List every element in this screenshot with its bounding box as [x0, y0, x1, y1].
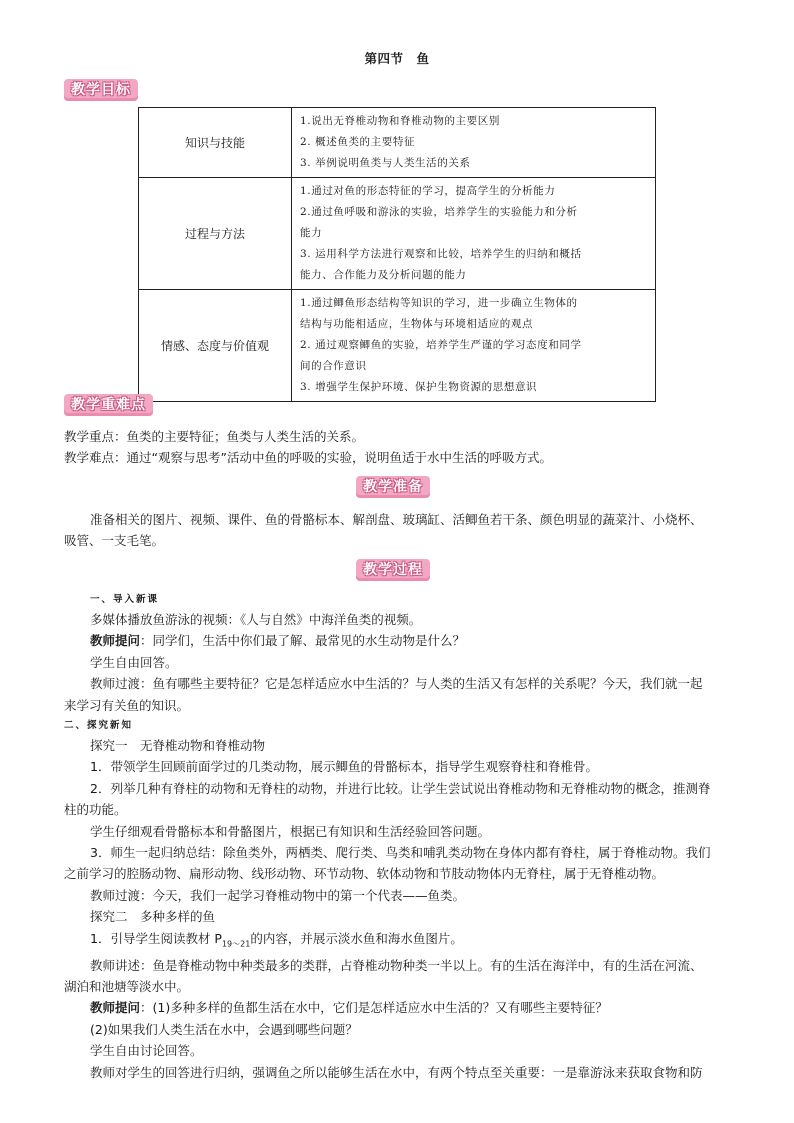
- paragraph: 教师讲述：鱼是脊椎动物中种类最多的类群，占脊椎动物种类一半以上。有的生活在海洋中，有的生活在河流、: [90, 957, 703, 973]
- item-line: 能力: [300, 227, 323, 239]
- row-items: [292, 290, 656, 402]
- inline-text: 1．引导学生阅读教材 P: [90, 930, 222, 946]
- table-row: [139, 178, 656, 290]
- table-row: [139, 108, 656, 178]
- preparation-line: 准备相关的图片、视频、课件、鱼的骨骼标本、解剖盘、玻璃缸、活鲫鱼若干条、颜色明显的蔬菜汁、小烧杯、: [90, 512, 703, 527]
- row-items: [292, 178, 656, 290]
- subsection-heading: 二、探究新知: [64, 720, 134, 732]
- paragraph: 3．师生一起归纳总结：除鱼类外，两栖类、爬行类、鸟类和哺乳类动物在身体内都有脊柱，属于脊椎动物。我们: [90, 845, 711, 861]
- item-line: 2. 通过观察鲫鱼的实验，培养学生严谨的学习态度和同学: [300, 339, 582, 351]
- keypoints-section: [64, 426, 754, 469]
- badge-label: 教学目标: [71, 82, 131, 98]
- preparation-line: 吸管、一支毛笔。: [64, 533, 165, 549]
- paragraph: 多媒体播放鱼游泳的视频：《人与自然》中海洋鱼类的视频。: [90, 612, 422, 627]
- row-category: 情感、态度与价值观: [139, 290, 292, 402]
- paragraph: 1．带领学生回顾前面学过的几类动物，展示鲫鱼的骨骼标本，指导学生观察脊柱和脊椎骨。: [90, 759, 598, 775]
- exploration-heading: 探究一 无脊椎动物和脊椎动物: [90, 738, 266, 754]
- item-line: 间的合作意识: [300, 360, 367, 372]
- inline-text: ：同学们，生活中你们最了解、最常见的水生动物是什么？: [140, 633, 466, 649]
- key-point-text: 教学重点：鱼类的主要特征；鱼类与人类生活的关系。: [64, 429, 365, 444]
- paragraph: 学生仔细观看骨骼标本和骨骼图片，根据已有知识和生活经验回答问题。: [90, 823, 491, 839]
- paragraph: 湖泊和池塘等淡水中。: [64, 979, 190, 994]
- table-row: [139, 290, 656, 402]
- inline-text: 的内容，并展示淡水鱼和海水鱼图片。: [250, 930, 463, 946]
- badge-label: 教学过程: [363, 562, 423, 578]
- objectives-table: [138, 107, 656, 402]
- badge-label: 教学准备: [363, 479, 423, 495]
- section-title: 第四节 鱼: [364, 51, 430, 66]
- item-line: 2. 概述鱼类的主要特征: [300, 136, 416, 148]
- item-line: 能力、合作能力及分析问题的能力: [300, 269, 467, 281]
- item-line: 3. 举例说明鱼类与人类生活的关系: [300, 157, 471, 169]
- item-line: 结构与功能相适应，生物体与环境相适应的观点: [300, 318, 534, 330]
- paragraph: (2)如果我们人类生活在水中，会遇到哪些问题？: [90, 1021, 358, 1037]
- inline-label: 教师提问: [90, 1000, 141, 1016]
- paragraph: 教师过渡：鱼有哪些主要特征？它是怎样适应水中生活的？与人类的生活又有怎样的关系呢？今天，我们就一起: [90, 676, 703, 692]
- page-range-subscript: 19～21: [221, 939, 251, 949]
- difficult-point-text: 教学难点：通过“观察与思考”活动中鱼的呼吸的实验，说明鱼适于水中生活的呼吸方式。: [64, 450, 552, 466]
- inline-label: 教师提问: [90, 633, 141, 649]
- row-items: [292, 108, 656, 178]
- badge-key-difficult-points: [64, 394, 153, 416]
- paragraph: 来学习有关鱼的知识。: [64, 697, 190, 713]
- row-category: 知识与技能: [139, 108, 292, 178]
- paragraph: [90, 928, 764, 955]
- item-line: 1.通过鲫鱼形态结构等知识的学习，进一步确立生物体的: [300, 297, 578, 309]
- item-line: 2.通过鱼呼吸和游泳的实验，培养学生的实验能力和分析: [300, 206, 578, 218]
- item-line: 1.通过对鱼的形态特征的学习，提高学生的分析能力: [300, 185, 556, 197]
- paragraph: 之前学习的腔肠动物、扁形动物、线形动物、环节动物、软体动物和节肢动物体内无脊柱，属于无脊椎动物。: [64, 866, 665, 882]
- paragraph: 学生自由讨论回答。: [90, 1043, 203, 1059]
- subsection-heading: 一、导入新课: [90, 594, 160, 605]
- badge-teaching-preparation: [356, 476, 430, 498]
- item-line: 1.说出无脊椎动物和脊椎动物的主要区别: [300, 115, 500, 127]
- badge-label: 教学重难点: [71, 397, 146, 413]
- paragraph: 教师对学生的回答进行归纳，强调鱼之所以能够生活在水中，有两个特点至关重要：一是靠游泳来获取食物和防: [90, 1064, 703, 1080]
- paragraph: 教师过渡：今天，我们一起学习脊椎动物中的第一个代表——鱼类。: [90, 887, 466, 903]
- badge-teaching-objectives: [64, 79, 138, 101]
- inline-text: ：(1)多种多样的鱼都生活在水中，它们是怎样适应水中生活的？又有哪些主要特征？: [140, 1000, 608, 1016]
- paragraph: [90, 630, 764, 651]
- badge-teaching-process: [356, 559, 430, 581]
- process-section: [64, 590, 764, 1083]
- paragraph: [90, 997, 764, 1018]
- paragraph: 柱的功能。: [64, 802, 127, 818]
- exploration-heading: 探究二 多种多样的鱼: [90, 909, 216, 925]
- preparation-section: [64, 509, 754, 552]
- paragraph: 2．列举几种有脊柱的动物和无脊柱的动物，并进行比较。让学生尝试说出脊椎动物和无脊椎动物的概念，推测脊: [90, 780, 711, 796]
- item-line: 3. 运用科学方法进行观察和比较，培养学生的归纳和概括: [300, 248, 582, 260]
- paragraph: 学生自由回答。: [90, 654, 178, 670]
- item-line: 3. 增强学生保护环境、保护生物资源的思想意识: [300, 381, 538, 393]
- row-category: 过程与方法: [139, 178, 292, 290]
